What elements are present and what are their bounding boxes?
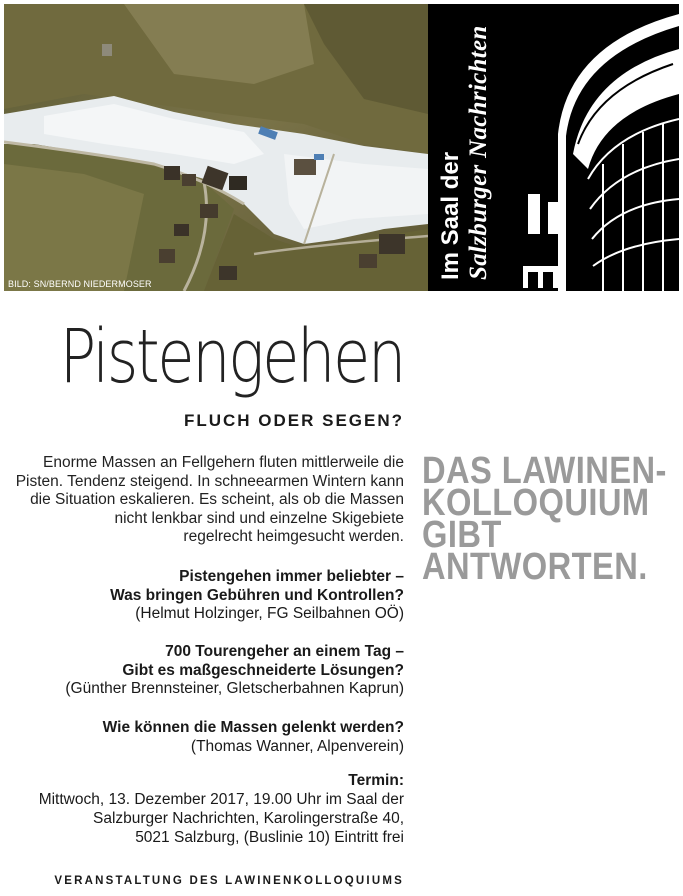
- slogan-line: KOLLOQUIUM: [422, 482, 650, 524]
- topic-question: Pistengehen immer beliebter –: [179, 568, 404, 585]
- intro-line: regelrecht heimgesucht werden.: [183, 528, 404, 546]
- headline-subtitle: FLUCH ODER SEGEN?: [183, 411, 404, 430]
- aerial-photo: [4, 4, 428, 291]
- termin-line: Salzburger Nachrichten, Karolingerstraße 40,: [92, 810, 404, 827]
- slogan-line: GIBT: [422, 514, 502, 556]
- topic-question: Wie können die Massen gelenkt werden?: [102, 719, 404, 736]
- logo-line-1: Im Saal der: [437, 151, 464, 280]
- termin-line: Mittwoch, 13. Dezember 2017, 19.00 Uhr im Saal der: [38, 791, 404, 808]
- logo-line-2: Salzburger Nachrichten: [465, 25, 492, 280]
- topic-speaker: (Thomas Wanner, Alpenverein): [190, 737, 404, 755]
- topic-block: [4, 719, 404, 756]
- event-details: [4, 771, 404, 847]
- termin-label: Termin:: [348, 772, 404, 789]
- intro-line: die Situation eskalieren. Es scheint, als ob die Massen: [30, 491, 404, 509]
- topic-speaker: (Helmut Holzinger, FG Seilbahnen OÖ): [135, 605, 404, 623]
- slogan-line: ANTWORTEN.: [422, 546, 648, 588]
- termin-line: 5021 Salzburg, (Buslinie 10) Eintritt frei: [135, 829, 404, 846]
- topic-question: Gibt es maßgeschneiderte Lösungen?: [122, 661, 404, 679]
- intro-line: Enorme Massen an Fellgehern fluten mittlerweile die: [43, 454, 404, 471]
- intro-line: nicht lenkbar sind und einzelne Skigebiete: [114, 509, 404, 527]
- event-logo: [428, 4, 679, 291]
- headline-title: Pistengehen: [59, 314, 404, 400]
- intro-line: Pisten. Tendenz steigend. In schneearmen Wintern kann: [15, 472, 404, 490]
- topic-block: [4, 568, 404, 624]
- topic-speaker: (Günther Brennsteiner, Gletscherbahnen Kaprun): [65, 680, 404, 698]
- photo-credit: BILD: SN/BERND NIEDERMOSER: [8, 279, 152, 289]
- slogan-line: DAS LAWINEN-: [422, 450, 667, 492]
- aerial-landscape-image: [4, 4, 428, 291]
- intro-paragraph: [4, 454, 404, 547]
- topic-block: [4, 643, 404, 699]
- organizer-footer: VERANSTALTUNG DES LAWINENKOLLOQUIUMS: [54, 875, 404, 887]
- topic-question: 700 Tourengeher an einem Tag –: [165, 643, 404, 660]
- topic-question: Was bringen Gebühren und Kontrollen?: [110, 586, 404, 604]
- slogan: [422, 450, 667, 588]
- logo-wordmark: [438, 25, 494, 280]
